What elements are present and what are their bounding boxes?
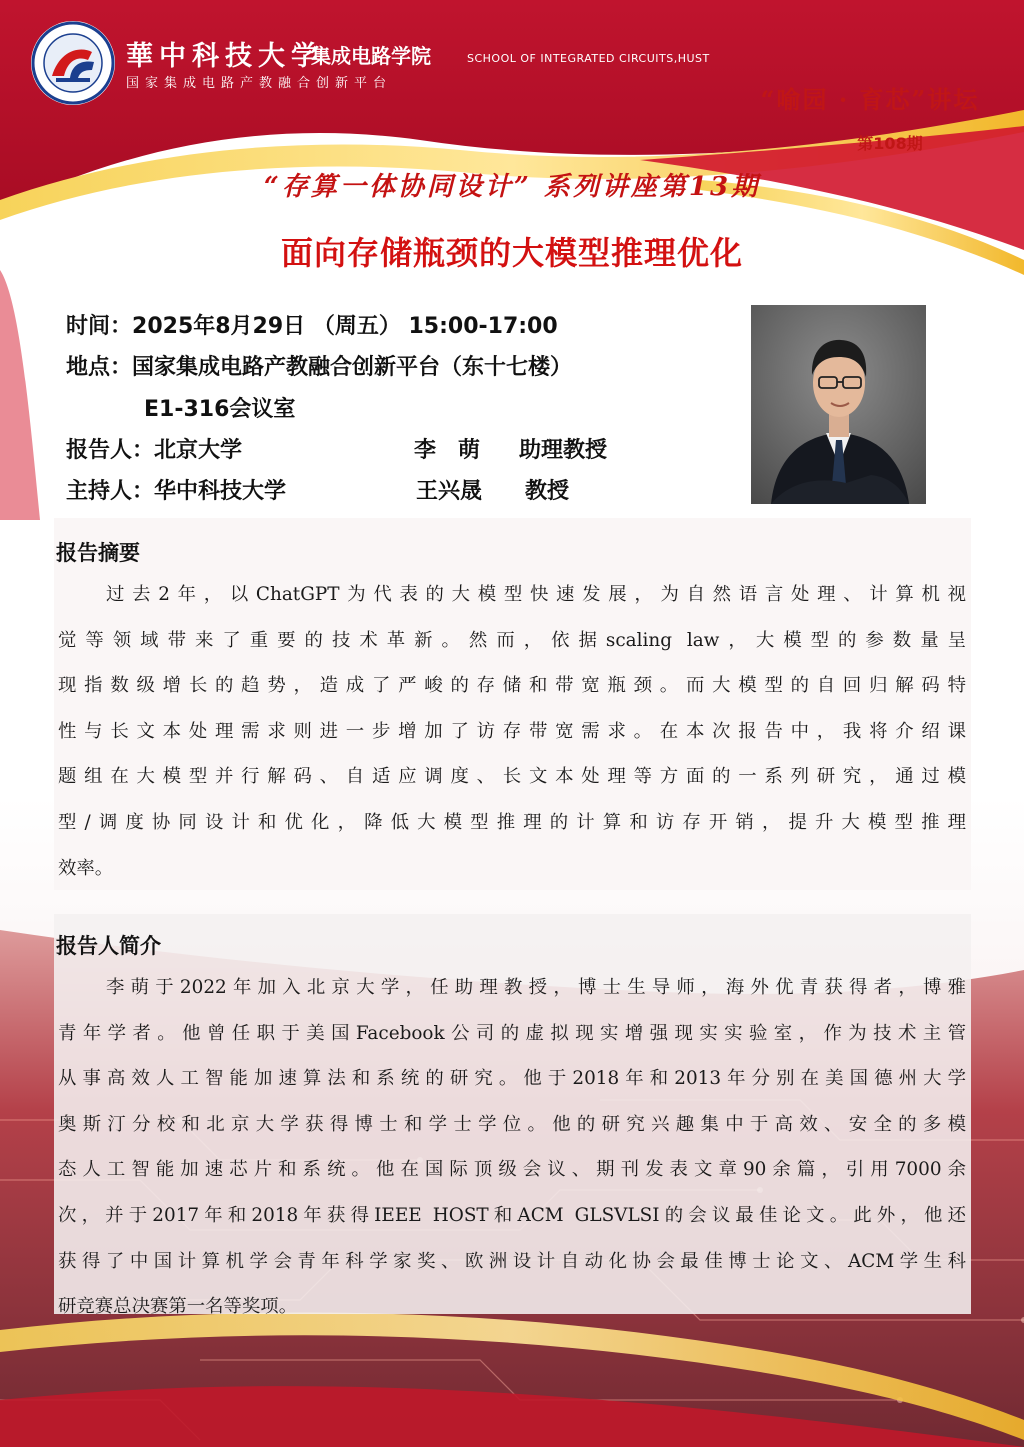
speaker-org: 北京大学 <box>154 438 243 463</box>
speaker-title: 助理教授 <box>519 438 608 463</box>
host-label: 主持人： <box>66 479 155 504</box>
time-value: 2025年8月29日 （周五） 15:00-17:00 <box>132 314 558 339</box>
platform-name: 国家集成电路产教融合创新平台 <box>126 76 393 91</box>
school-name-cn: 華中科技大学 <box>126 41 324 72</box>
bio-section <box>54 914 971 1318</box>
forum-name: “喻园 · 育芯”讲坛 <box>760 85 980 114</box>
school-name-en: SCHOOL OF INTEGRATED CIRCUITS,HUST <box>467 52 710 65</box>
time-row <box>66 309 558 340</box>
school-unit-name: 集成电路学院 <box>311 44 431 68</box>
abstract-line: 题组在大模型并行解码、自适应调度、长文本处理等方面的一系列研究，通过模 <box>58 766 966 788</box>
series-title: “存算一体协同设计” 系列讲座第13期 <box>263 172 761 202</box>
abstract-line: 现指数级增长的趋势，造成了严峻的存储和带宽瓶颈。而大模型的自回归解码特 <box>58 675 966 697</box>
location-row <box>66 350 572 381</box>
bio-line: 研竞赛总决赛第一名等奖项。 <box>58 1296 298 1318</box>
issue-number: 第108期 <box>857 134 923 153</box>
abstract-line: 觉等领域带来了重要的技术革新。然而，依据scaling law，大模型的参数量呈 <box>58 629 966 651</box>
location-room: E1-316会议室 <box>144 397 296 422</box>
bio-line: 奥斯汀分校和北京大学获得博士和学士学位。他的研究兴趣集中于高效、安全的多模 <box>58 1113 966 1135</box>
abstract-line: 过去2年，以ChatGPT为代表的大模型快速发展，为自然语言处理、计算机视 <box>106 584 966 605</box>
hust-logo <box>30 20 116 106</box>
speaker-label: 报告人： <box>66 438 155 463</box>
location-label: 地点： <box>66 355 133 380</box>
bio-line: 从事高效人工智能加速算法和系统的研究。他于2018年和2013年分别在美国德州大学 <box>58 1068 966 1090</box>
speaker-row <box>66 433 666 463</box>
host-name: 王兴晟 <box>416 479 483 504</box>
bio-line: 获得了中国计算机学会青年科学家奖、欧洲设计自动化协会最佳博士论文、ACM学生科 <box>58 1250 966 1272</box>
speaker-photo <box>751 305 926 504</box>
abstract-line: 效率。 <box>58 857 114 879</box>
lecture-title: 面向存储瓶颈的大模型推理优化 <box>280 234 743 272</box>
bio-line: 青年学者。他曾任职于美国Facebook公司的虚拟现实增强现实实验室，作为技术主管 <box>58 1022 966 1044</box>
abstract-section <box>54 518 971 890</box>
speaker-name: 李 萌 <box>414 438 481 463</box>
bio-text <box>58 965 966 1330</box>
bio-heading: 报告人简介 <box>56 934 161 958</box>
abstract-line: 性与长文本处理需求则进一步增加了访存带宽需求。在本次报告中，我将介绍课 <box>58 720 966 742</box>
abstract-text <box>58 572 966 891</box>
host-org: 华中科技大学 <box>154 479 287 504</box>
bio-line: 次，并于2017年和2018年获得IEEE HOST和ACM GLSVLSI的会议最佳论文。此外，他还 <box>58 1204 966 1226</box>
abstract-heading: 报告摘要 <box>56 541 140 565</box>
host-title: 教授 <box>525 479 570 504</box>
bio-line: 态人工智能加速芯片和系统。他在国际顶级会议、期刊发表文章90余篇，引用7000余 <box>58 1159 966 1181</box>
abstract-line: 型/调度协同设计和优化，降低大模型推理的计算和访存开销，提升大模型推理 <box>58 811 966 833</box>
time-label: 时间： <box>66 314 133 339</box>
location-value: 国家集成电路产教融合创新平台（东十七楼） <box>132 355 573 380</box>
host-row <box>66 474 666 504</box>
bio-line: 李萌于2022年加入北京大学，任助理教授，博士生导师，海外优青获得者，博雅 <box>106 977 966 998</box>
